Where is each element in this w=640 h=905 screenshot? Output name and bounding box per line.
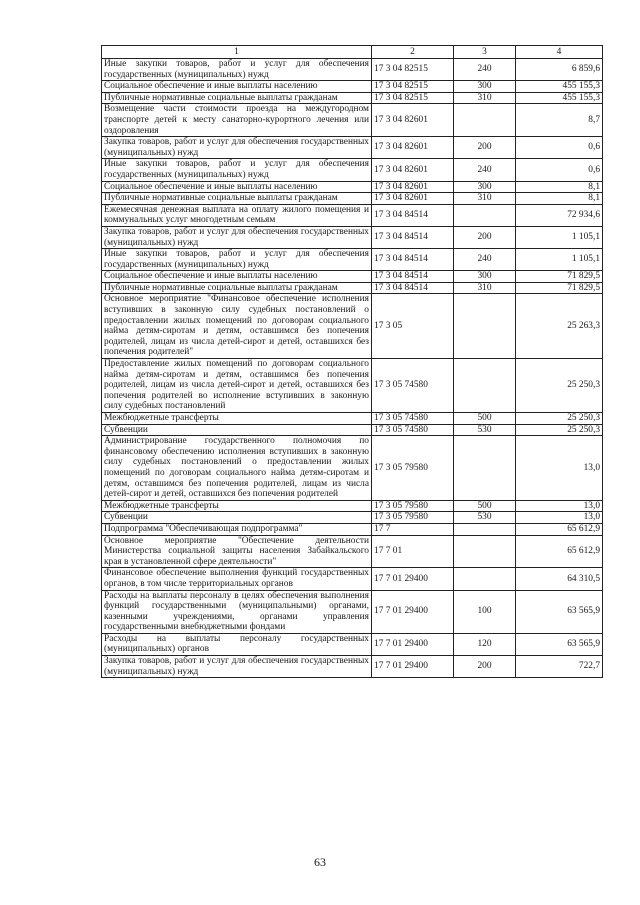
row-amount-cell: 455 155,3 bbox=[516, 92, 603, 104]
table-row bbox=[102, 193, 603, 205]
row-expense-type-cell: 310 bbox=[454, 282, 516, 294]
row-code-cell: 17 3 04 82601 bbox=[372, 137, 454, 159]
row-expense-type-cell: 100 bbox=[454, 590, 516, 633]
table-row bbox=[102, 500, 603, 512]
row-name-cell: Основное мероприятие "Обеспечение деятельности Министерства социальной защиты населения Забайкальского края в установленной сфере деятельности" bbox=[102, 535, 372, 568]
table-row bbox=[102, 512, 603, 524]
row-name-cell: Расходы на выплаты персоналу государственных (муниципальных) органов bbox=[102, 633, 372, 655]
row-expense-type-cell: 200 bbox=[454, 137, 516, 159]
row-amount-cell: 64 310,5 bbox=[516, 568, 603, 590]
row-code-cell: 17 3 04 82515 bbox=[372, 59, 454, 81]
row-expense-type-cell: 300 bbox=[454, 81, 516, 93]
row-code-cell: 17 7 01 29400 bbox=[372, 633, 454, 655]
row-name-cell: Межбюджетные трансферты bbox=[102, 500, 372, 512]
row-name-cell: Возмещение части стоимости проезда на междугородном транспорте детей к месту санаторно-курортного лечения или оздоровления bbox=[102, 104, 372, 137]
table-row bbox=[102, 282, 603, 294]
row-expense-type-cell: 530 bbox=[454, 512, 516, 524]
row-name-cell: Публичные нормативные социальные выплаты гражданам bbox=[102, 92, 372, 104]
row-amount-cell: 63 565,9 bbox=[516, 633, 603, 655]
row-code-cell: 17 7 01 29400 bbox=[372, 656, 454, 678]
table-row bbox=[102, 568, 603, 590]
row-name-cell: Закупка товаров, работ и услуг для обеспечения государственных (муниципальных) нужд bbox=[102, 656, 372, 678]
row-name-cell: Субвенции bbox=[102, 512, 372, 524]
row-code-cell: 17 3 04 84514 bbox=[372, 249, 454, 271]
row-name-cell: Социальное обеспечение и иные выплаты населению bbox=[102, 271, 372, 283]
table-row bbox=[102, 656, 603, 678]
row-amount-cell: 722,7 bbox=[516, 656, 603, 678]
row-expense-type-cell bbox=[454, 204, 516, 226]
row-amount-cell: 71 829,5 bbox=[516, 271, 603, 283]
row-expense-type-cell: 500 bbox=[454, 413, 516, 425]
table-row bbox=[102, 104, 603, 137]
row-code-cell: 17 3 05 74580 bbox=[372, 413, 454, 425]
row-expense-type-cell: 310 bbox=[454, 92, 516, 104]
row-code-cell: 17 3 04 82515 bbox=[372, 81, 454, 93]
page-number: 63 bbox=[314, 855, 326, 869]
table-row bbox=[102, 204, 603, 226]
row-expense-type-cell: 530 bbox=[454, 424, 516, 436]
row-name-cell: Закупка товаров, работ и услуг для обеспечения государственных (муниципальных) нужд bbox=[102, 137, 372, 159]
row-amount-cell: 13,0 bbox=[516, 500, 603, 512]
row-name-cell: Ежемесячная денежная выплата на оплату жилого помещения и коммунальных услуг многодетным семьям bbox=[102, 204, 372, 226]
row-code-cell: 17 3 05 79580 bbox=[372, 500, 454, 512]
table-row bbox=[102, 137, 603, 159]
row-name-cell: Администрирование государственного полномочия по финансовому обеспечению исполнения вступивших в законную силу судебных постановлений о предоставлении жилых помещений по договорам социального найма детям-сиротам и детям, оставшимся без попечения родителей, лицам из числа детей-сирот и детей, оставшихся без попечения родителей bbox=[102, 436, 372, 501]
row-expense-type-cell bbox=[454, 436, 516, 501]
row-code-cell: 17 3 05 bbox=[372, 294, 454, 359]
row-code-cell: 17 3 05 79580 bbox=[372, 436, 454, 501]
row-expense-type-cell: 200 bbox=[454, 226, 516, 248]
table-row bbox=[102, 590, 603, 633]
row-expense-type-cell bbox=[454, 104, 516, 137]
row-expense-type-cell: 120 bbox=[454, 633, 516, 655]
row-expense-type-cell: 200 bbox=[454, 656, 516, 678]
budget-table bbox=[101, 45, 603, 678]
header-col-1: 1 bbox=[102, 46, 372, 59]
row-amount-cell: 0,6 bbox=[516, 159, 603, 181]
table-row bbox=[102, 359, 603, 413]
table-row bbox=[102, 226, 603, 248]
header-col-3: 3 bbox=[454, 46, 516, 59]
row-code-cell: 17 7 01 bbox=[372, 535, 454, 568]
row-code-cell: 17 3 05 79580 bbox=[372, 512, 454, 524]
row-code-cell: 17 3 04 82601 bbox=[372, 193, 454, 205]
row-code-cell: 17 3 04 84514 bbox=[372, 271, 454, 283]
row-amount-cell: 8,1 bbox=[516, 193, 603, 205]
row-amount-cell: 1 105,1 bbox=[516, 226, 603, 248]
row-amount-cell: 0,6 bbox=[516, 137, 603, 159]
row-code-cell: 17 3 04 82601 bbox=[372, 104, 454, 137]
row-code-cell: 17 7 bbox=[372, 523, 454, 535]
table-row bbox=[102, 413, 603, 425]
row-amount-cell: 25 263,3 bbox=[516, 294, 603, 359]
row-amount-cell: 25 250,3 bbox=[516, 413, 603, 425]
row-name-cell: Иные закупки товаров, работ и услуг для обеспечения государственных (муниципальных) нужд bbox=[102, 159, 372, 181]
row-amount-cell: 65 612,9 bbox=[516, 535, 603, 568]
row-amount-cell: 13,0 bbox=[516, 436, 603, 501]
row-code-cell: 17 3 04 84514 bbox=[372, 226, 454, 248]
row-name-cell: Подпрограмма "Обеспечивающая подпрограмма" bbox=[102, 523, 372, 535]
table-row bbox=[102, 523, 603, 535]
row-amount-cell: 1 105,1 bbox=[516, 249, 603, 271]
row-expense-type-cell: 240 bbox=[454, 159, 516, 181]
row-code-cell: 17 3 04 84514 bbox=[372, 282, 454, 294]
table-row bbox=[102, 271, 603, 283]
header-col-4: 4 bbox=[516, 46, 603, 59]
row-expense-type-cell: 240 bbox=[454, 59, 516, 81]
row-name-cell: Предоставление жилых помещений по договорам социального найма детям-сиротам и детям, оставшимся без попечения родителей, лицам из числа детей-сирот и детей, оставшихся без попечения родителей во исполнение вступивших в законную силу судебных постановлений bbox=[102, 359, 372, 413]
row-expense-type-cell: 240 bbox=[454, 249, 516, 271]
row-name-cell: Иные закупки товаров, работ и услуг для обеспечения государственных (муниципальных) нужд bbox=[102, 59, 372, 81]
row-amount-cell: 65 612,9 bbox=[516, 523, 603, 535]
row-expense-type-cell bbox=[454, 294, 516, 359]
table-row bbox=[102, 535, 603, 568]
row-amount-cell: 13,0 bbox=[516, 512, 603, 524]
row-name-cell: Публичные нормативные социальные выплаты гражданам bbox=[102, 282, 372, 294]
row-amount-cell: 25 250,3 bbox=[516, 424, 603, 436]
table-row bbox=[102, 159, 603, 181]
row-amount-cell: 72 934,6 bbox=[516, 204, 603, 226]
table-row bbox=[102, 92, 603, 104]
table-row bbox=[102, 81, 603, 93]
table-body bbox=[102, 59, 603, 678]
row-expense-type-cell bbox=[454, 535, 516, 568]
row-code-cell: 17 7 01 29400 bbox=[372, 590, 454, 633]
table-row bbox=[102, 294, 603, 359]
row-expense-type-cell: 300 bbox=[454, 271, 516, 283]
row-name-cell: Расходы на выплаты персоналу в целях обеспечения выполнения функций государственными (муниципальными) органами, казенными учреждениями, органами управления государственными внебюджетными фондами bbox=[102, 590, 372, 633]
row-amount-cell: 8,7 bbox=[516, 104, 603, 137]
row-expense-type-cell: 300 bbox=[454, 181, 516, 193]
row-name-cell: Социальное обеспечение и иные выплаты населению bbox=[102, 181, 372, 193]
row-expense-type-cell bbox=[454, 523, 516, 535]
row-name-cell: Межбюджетные трансферты bbox=[102, 413, 372, 425]
row-code-cell: 17 3 04 84514 bbox=[372, 204, 454, 226]
row-amount-cell: 63 565,9 bbox=[516, 590, 603, 633]
row-expense-type-cell: 310 bbox=[454, 193, 516, 205]
row-amount-cell: 6 859,6 bbox=[516, 59, 603, 81]
row-expense-type-cell bbox=[454, 568, 516, 590]
row-amount-cell: 455 155,3 bbox=[516, 81, 603, 93]
row-code-cell: 17 7 01 29400 bbox=[372, 568, 454, 590]
row-code-cell: 17 3 05 74580 bbox=[372, 424, 454, 436]
row-amount-cell: 8,1 bbox=[516, 181, 603, 193]
row-code-cell: 17 3 05 74580 bbox=[372, 359, 454, 413]
row-expense-type-cell bbox=[454, 359, 516, 413]
table-row bbox=[102, 633, 603, 655]
row-name-cell: Социальное обеспечение и иные выплаты населению bbox=[102, 81, 372, 93]
table-row bbox=[102, 59, 603, 81]
row-code-cell: 17 3 04 82515 bbox=[372, 92, 454, 104]
row-name-cell: Финансовое обеспечение выполнения функций государственных органов, в том числе территориальных органов bbox=[102, 568, 372, 590]
row-name-cell: Закупка товаров, работ и услуг для обеспечения государственных (муниципальных) нужд bbox=[102, 226, 372, 248]
row-amount-cell: 25 250,3 bbox=[516, 359, 603, 413]
table-row bbox=[102, 181, 603, 193]
header-row bbox=[102, 46, 603, 59]
row-name-cell: Иные закупки товаров, работ и услуг для обеспечения государственных (муниципальных) нужд bbox=[102, 249, 372, 271]
row-amount-cell: 71 829,5 bbox=[516, 282, 603, 294]
header-col-2: 2 bbox=[372, 46, 454, 59]
table-row bbox=[102, 249, 603, 271]
table-row bbox=[102, 424, 603, 436]
row-code-cell: 17 3 04 82601 bbox=[372, 181, 454, 193]
row-code-cell: 17 3 04 82601 bbox=[372, 159, 454, 181]
row-name-cell: Публичные нормативные социальные выплаты гражданам bbox=[102, 193, 372, 205]
table-row bbox=[102, 436, 603, 501]
row-name-cell: Субвенции bbox=[102, 424, 372, 436]
row-expense-type-cell: 500 bbox=[454, 500, 516, 512]
row-name-cell: Основное мероприятие "Финансовое обеспечение исполнения вступивших в законную силу судебных постановлений о предоставлении жилых помещений по договорам социального найма детям-сиротам и детям, оставшимся без попечения родителей, лицам из числа детей-сирот и детей, оставшихся без попечения родителей" bbox=[102, 294, 372, 359]
